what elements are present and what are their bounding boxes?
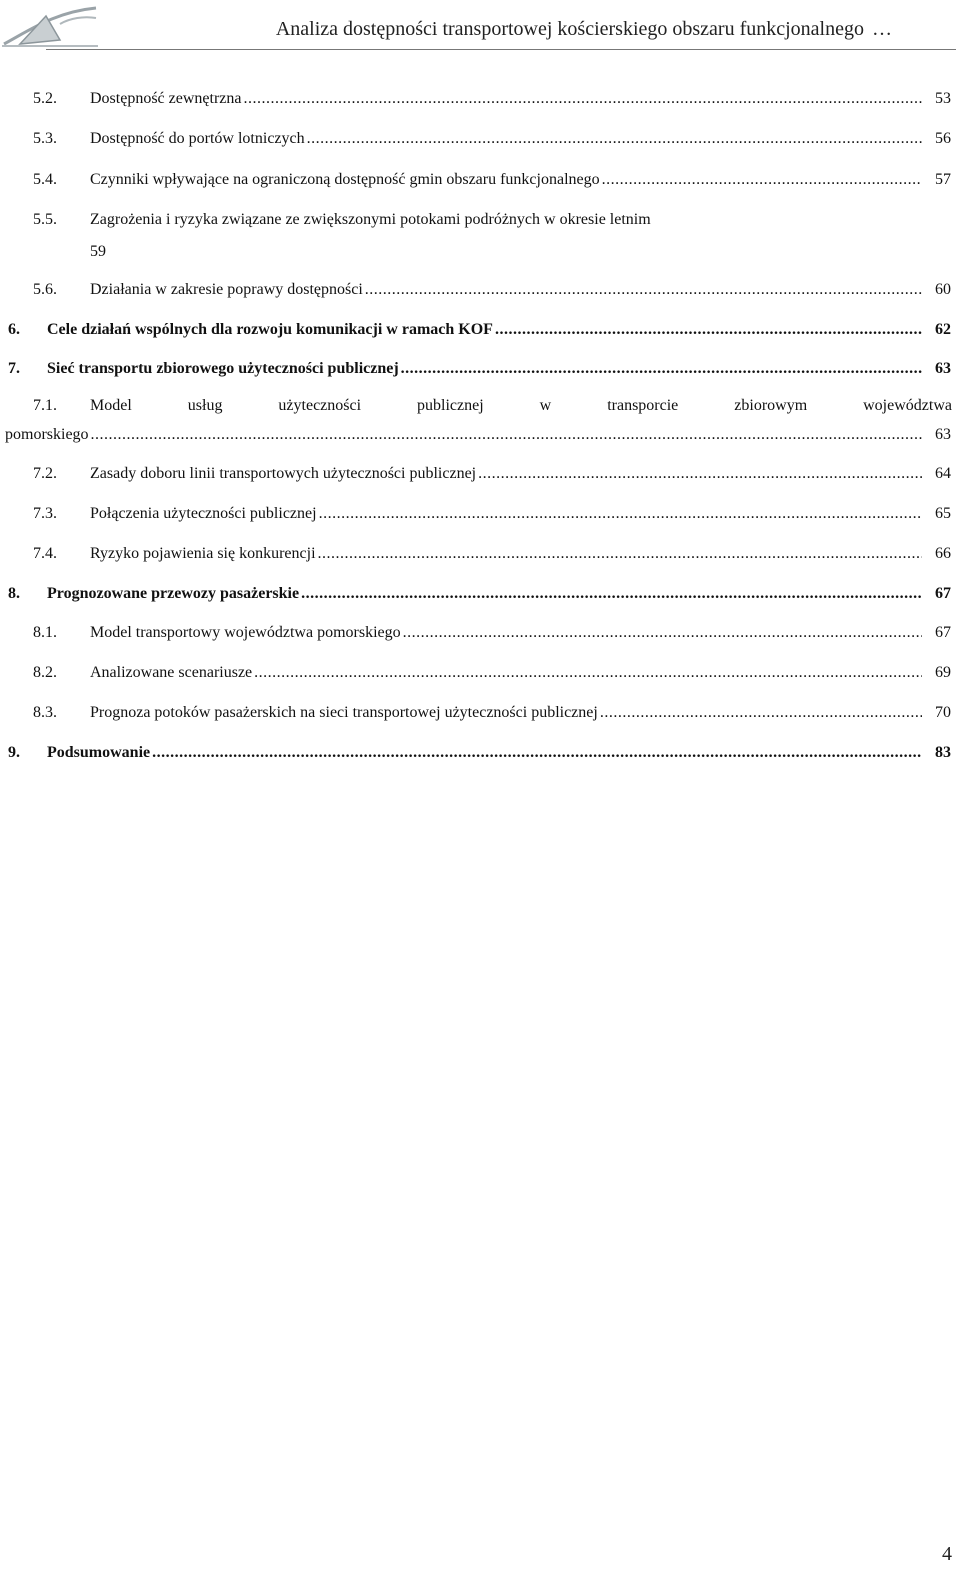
toc-leader <box>478 465 922 483</box>
toc-page: 83 <box>935 744 951 761</box>
toc-leader <box>307 130 922 148</box>
toc-leader <box>495 321 922 339</box>
header-title: Analiza dostępności transportowej kościerskiego obszaru funkcjonalnego <box>275 18 864 40</box>
toc-number: 9. <box>8 744 20 761</box>
toc-page: 70 <box>935 704 951 721</box>
toc-title: Dostępność zewnętrzna <box>90 90 242 107</box>
toc-number: 8.2. <box>33 664 57 681</box>
toc-page: 62 <box>935 321 951 338</box>
logo-icon <box>0 0 100 50</box>
toc-entry[interactable] <box>0 545 960 575</box>
toc-page: 53 <box>935 90 951 107</box>
toc-title: Podsumowanie <box>47 744 151 761</box>
toc-title-word: użyteczności <box>278 397 362 414</box>
toc-leader <box>244 90 923 108</box>
toc-page: 59 <box>90 243 106 260</box>
toc-title: Połączenia użyteczności publicznej <box>90 505 317 522</box>
toc-title-word: publicznej <box>417 397 484 414</box>
page-number: 4 <box>942 1543 952 1565</box>
toc-title: Sieć transportu zbiorowego użyteczności publicznej <box>47 360 399 377</box>
toc-entry[interactable] <box>0 171 960 201</box>
toc-title: Analizowane scenariusze <box>90 664 253 681</box>
toc-number: 5.2. <box>33 90 57 107</box>
toc-title: Działania w zakresie poprawy dostępności <box>90 281 363 298</box>
toc-number: 8. <box>8 585 20 602</box>
toc-page: 65 <box>935 505 951 522</box>
toc-entry[interactable] <box>0 211 960 241</box>
toc-entry[interactable] <box>0 585 960 615</box>
toc-leader <box>152 744 922 762</box>
toc-entry[interactable] <box>0 321 960 351</box>
toc-number: 5.3. <box>33 130 57 147</box>
toc-leader <box>319 505 922 523</box>
toc-page: 66 <box>935 545 951 562</box>
toc-number: 7.3. <box>33 505 57 522</box>
toc-page: 67 <box>935 585 951 602</box>
toc-title-word: województwa <box>863 397 952 414</box>
toc-leader <box>301 585 922 603</box>
toc-leader <box>600 704 922 722</box>
toc-page: 60 <box>935 281 951 298</box>
toc-number: 5.5. <box>33 211 57 228</box>
toc-number: 8.1. <box>33 624 57 641</box>
toc-title: pomorskiego <box>5 426 89 443</box>
toc-entry[interactable] <box>0 90 960 120</box>
toc-page: 67 <box>935 624 951 641</box>
toc-number: 7.2. <box>33 465 57 482</box>
toc-entry[interactable] <box>0 704 960 734</box>
toc-page: 69 <box>935 664 951 681</box>
toc-entry[interactable] <box>0 624 960 654</box>
toc-title: Model transportowy województwa pomorskiego <box>90 624 401 641</box>
toc-page: 56 <box>935 130 951 147</box>
toc-title: Zagrożenia i ryzyka związane ze zwiększonymi potokami podróżnych w okresie letnim <box>90 211 651 228</box>
toc-leader <box>401 360 922 378</box>
header-ellipsis: … <box>872 18 892 40</box>
toc-title: Cele działań wspólnych dla rozwoju komunikacji w ramach KOF <box>47 321 493 338</box>
toc-leader <box>403 624 922 642</box>
toc-title-word: usług <box>187 397 223 414</box>
toc-leader <box>318 545 922 563</box>
page-header <box>0 0 960 56</box>
toc-number: 5.4. <box>33 171 57 188</box>
toc-number: 7. <box>8 360 20 377</box>
toc-number: 7.4. <box>33 545 57 562</box>
toc-leader <box>365 281 922 299</box>
toc-leader <box>254 664 922 682</box>
toc-number: 5.6. <box>33 281 57 298</box>
toc-title-word: zbiorowym <box>734 397 808 414</box>
toc-leader <box>91 426 922 444</box>
toc-entry[interactable] <box>0 397 960 427</box>
toc-entry[interactable] <box>0 744 960 774</box>
toc-entry[interactable] <box>0 360 960 390</box>
toc-title: Dostępność do portów lotniczych <box>90 130 305 147</box>
toc-entry[interactable] <box>0 130 960 160</box>
toc-page: 64 <box>935 465 951 482</box>
toc-number: 8.3. <box>33 704 57 721</box>
toc-title: Czynniki wpływające na ograniczoną dostępność gmin obszaru funkcjonalnego <box>90 171 600 188</box>
toc-entry[interactable] <box>0 505 960 535</box>
toc-title: Ryzyko pojawienia się konkurencji <box>90 545 316 562</box>
toc-title-word: Model <box>90 397 132 414</box>
toc-title: Zasady doboru linii transportowych użyteczności publicznej <box>90 465 477 482</box>
toc-title-word: w <box>539 397 552 414</box>
toc-title: Prognoza potoków pasażerskich na sieci transportowej użyteczności publicznej <box>90 704 598 721</box>
toc-number: 7.1. <box>33 397 57 414</box>
header-divider <box>46 49 956 50</box>
toc-entry[interactable] <box>0 281 960 311</box>
toc-page: 63 <box>935 426 951 443</box>
toc-leader <box>602 171 922 189</box>
toc-entry-continuation <box>0 426 960 456</box>
toc-page: 63 <box>935 360 951 377</box>
toc-title-word: transporcie <box>607 397 679 414</box>
toc-title: Prognozowane przewozy pasażerskie <box>47 585 300 602</box>
toc-entry[interactable] <box>0 664 960 694</box>
toc-entry-continuation <box>0 243 960 273</box>
toc-number: 6. <box>8 321 20 338</box>
toc-page: 57 <box>935 171 951 188</box>
toc-entry[interactable] <box>0 465 960 495</box>
